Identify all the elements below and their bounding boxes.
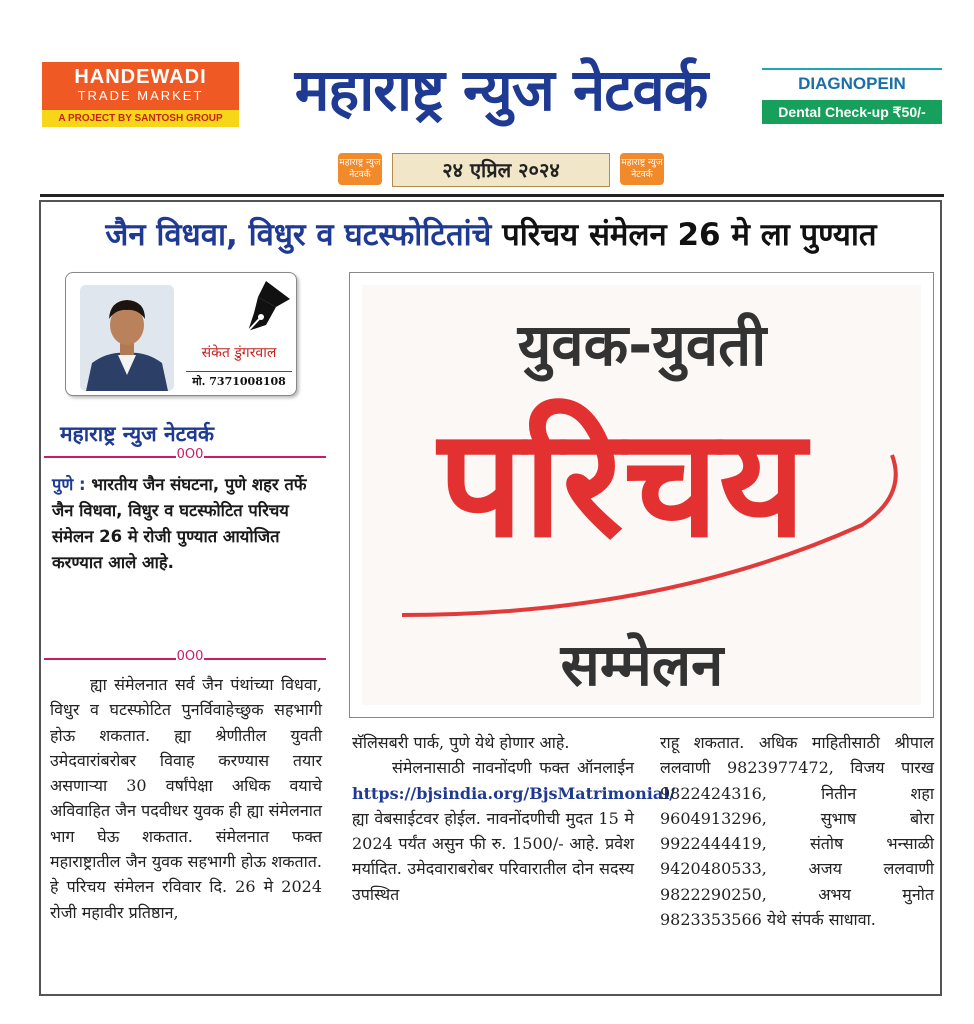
- sponsor-name: HANDEWADI: [74, 66, 207, 88]
- author-phone: मो. 7371008108: [186, 371, 292, 389]
- registration-link[interactable]: https://bjsindia.org/BjsMatrimonial/: [352, 783, 676, 803]
- source-label: महाराष्ट्र न्युज नेटवर्क: [60, 422, 215, 446]
- sponsor-tagline: A PROJECT BY SANTOSH GROUP: [42, 110, 239, 127]
- registration-details: ह्या वेबसाईटवर होईल. नावनोंदणीची मुदत 15 मे 2024 पर्यंत असुन फी रु. 1500/- आहे. प्रवेश मर्यादित. उमेदवाराबरोबर परिवारातील दोन सदस्य उपस्थित: [352, 808, 634, 904]
- pen-nib-icon: [236, 277, 294, 333]
- contact-text: राहू शकतात. अधिक माहितीसाठी श्रीपाल ललवाणी 9823977472, विजय पारख 9822424316, नितीन शहा 9604913296, सुभाष बोरा 9922444419, संतोष भन्साळी 9420480533, अजय ललवाणी 9822290250, अभय मुनोत 9823353566 येथे संपर्क साधावा.: [660, 733, 934, 930]
- headline-part-1: जैन विधवा, विधुर व घटस्फोटितांचे: [105, 217, 492, 253]
- author-photo: [80, 285, 174, 391]
- author-avatar-icon: [80, 285, 174, 391]
- column-2-para-2: [352, 755, 676, 907]
- newspaper-title: महाराष्ट्र न्युज नेटवर्क: [294, 56, 708, 124]
- article-column-3: [660, 730, 934, 932]
- author-name: संकेत डुंगरवाल: [201, 345, 277, 361]
- sponsor-logo-diagnopein: [762, 68, 942, 124]
- graphic-canvas: [362, 285, 921, 705]
- issue-date: २४ एप्रिल २०२४: [392, 153, 610, 187]
- article-column-1: [50, 672, 322, 925]
- graphic-line-2: परिचय: [438, 397, 806, 571]
- article-intro: [52, 472, 314, 576]
- masthead-rule: [40, 194, 944, 197]
- column-1-text: ह्या संमेलनात सर्व जैन पंथांच्या विधवा, विधुर व घटस्फोटित पुनर्विवाहेच्छुक सहभागी होऊ शकतात. ह्या श्रेणीतील युवती उमेदवारांबरोबर विवाह करण्यास तयार असणाऱ्या 30 वर्षांपेक्षा अधिक वयाचे अविवाहित जैन पदवीधर युवक ही ह्या संमेलनात भाग घेऊ शकतात. संमेलनात फक्त महाराष्ट्रातील जैन युवक सहभागी होऊ शकतात. हे परिचय संमेलन रविवार दि. 26 मे 2024 रोजी महावीर प्रतिष्ठान,: [50, 675, 322, 922]
- graphic-line-1: युवक-युवती: [517, 311, 767, 379]
- article-headline: [44, 210, 938, 260]
- headline-part-2: परिचय संमेलन 26 मे ला पुण्यात: [502, 217, 877, 253]
- sponsor-offer: Dental Check-up ₹50/-: [762, 100, 942, 124]
- sponsor-line: [762, 68, 942, 70]
- registration-text: संमेलनासाठी नावनोंदणी फक्त ऑनलाईन: [392, 758, 634, 778]
- sponsor-logo-handewadi: [42, 62, 239, 127]
- intro-text: भारतीय जैन संघटना, पुणे शहर तर्फे जैन विधवा, विधुर व घटस्फोटित परिचय संमेलन 26 मे रोजी पुण्यात आयोजित करण्यात आले आहे.: [52, 475, 307, 572]
- event-graphic: [349, 272, 934, 718]
- divider-bottom: [44, 649, 326, 664]
- sponsor-brand: DIAGNOPEIN: [798, 74, 906, 93]
- sponsor-subtitle: TRADE MARKET: [77, 88, 204, 103]
- masthead-badge-left: महाराष्ट्र न्युज नेटवर्क: [338, 153, 382, 185]
- article-column-2: [352, 730, 676, 907]
- divider-ornament: 0Ο0: [176, 447, 204, 462]
- column-2-para-1: सॅलिसबरी पार्क, पुणे येथे होणार आहे.: [352, 733, 570, 752]
- masthead-badge-right: महाराष्ट्र न्युज नेटवर्क: [620, 153, 664, 185]
- graphic-svg: [362, 285, 921, 705]
- divider-top: [44, 447, 326, 462]
- graphic-line-3: सम्मेलन: [560, 631, 724, 699]
- divider-ornament: 0Ο0: [176, 649, 204, 664]
- dateline-city: पुणे :: [52, 475, 86, 494]
- author-card: [65, 272, 297, 396]
